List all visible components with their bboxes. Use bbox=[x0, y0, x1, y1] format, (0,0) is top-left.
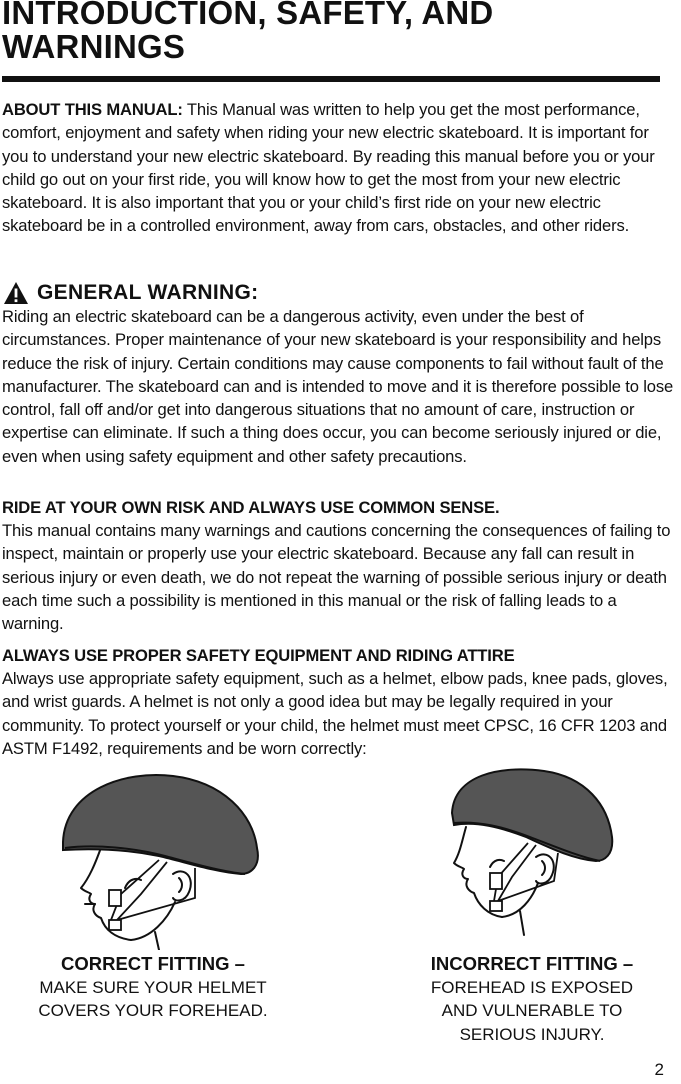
helmet-incorrect-fit-illustration bbox=[440, 765, 625, 955]
equipment-text: Always use appropriate safety equipment, such as a helmet, elbow pads, knee pads, gloves, and wrist guards. A helmet is not only a good idea but may be legally required in your community. To protect yourself or your child, the helmet must meet CPSC, 16 CFR 1203 and ASTM F1492, requirements and be worn correctly: bbox=[2, 669, 668, 758]
page-number: 2 bbox=[654, 1060, 664, 1079]
general-warning-heading bbox=[3, 280, 258, 306]
correct-fitting-line-1: MAKE SURE YOUR HELMET bbox=[39, 977, 267, 997]
ride-risk-heading: RIDE AT YOUR OWN RISK AND ALWAYS USE COMMON SENSE. bbox=[2, 498, 500, 517]
about-paragraph bbox=[2, 98, 678, 238]
incorrect-fitting-line-3: SERIOUS INJURY. bbox=[459, 1024, 605, 1044]
title-divider bbox=[2, 76, 660, 82]
equipment-heading: ALWAYS USE PROPER SAFETY EQUIPMENT AND RIDING ATTIRE bbox=[2, 646, 515, 665]
correct-fitting-line-2: COVERS YOUR FOREHEAD. bbox=[38, 1001, 268, 1020]
incorrect-fitting-head: INCORRECT FITTING – bbox=[430, 953, 634, 974]
incorrect-fitting-line-2: AND VULNERABLE TO bbox=[441, 1001, 623, 1020]
correct-fitting-caption bbox=[10, 952, 296, 1023]
warning-triangle-icon bbox=[3, 281, 29, 305]
about-text: This Manual was written to help you get the most performance, comfort, enjoyment and safety when riding your new electric skateboard. It is important for you to understand your new electric skateboard. By reading this manual before you or your child go out on your first ride, you will know how to get the most from your new electric skateboard. It is also important that you or your child’s first ride on your new electric skateboard be in a controlled environment, away from cars, obstacles, and other riders. bbox=[2, 100, 655, 236]
ride-risk-text: This manual contains many warnings and cautions concerning the consequences of failing to inspect, maintain or properly use your electric skateboard. Because any fall can result in serious injury or even death, we do not repeat the warning of possible serious injury or death each time such a possibility is mentioned in this manual or the risk of falling leads to a warning. bbox=[2, 521, 671, 634]
incorrect-fitting-caption bbox=[382, 952, 681, 1046]
helmet-correct-fit-illustration bbox=[55, 770, 285, 950]
correct-fitting-head: CORRECT FITTING – bbox=[61, 953, 245, 974]
general-warning-text: Riding an electric skateboard can be a dangerous activity, even under the best of circumstances. Proper maintenance of your new skateboard is your responsibility and helps reduce the risk of injury. Certain conditions may cause components to fail without fault of the manufacturer. The skateboard can and is intended to move and it is therefore possible to lose control, fall off and/or get into dangerous situations that no amount of care, instruction or expertise can eliminate. If such a thing does occur, you can become seriously injured or die, even when using safety equipment and other safety precautions. bbox=[2, 307, 674, 466]
about-label: ABOUT THIS MANUAL: bbox=[2, 100, 183, 119]
incorrect-fitting-line-1: FOREHEAD IS EXPOSED bbox=[430, 977, 634, 997]
general-warning-title: GENERAL WARNING: bbox=[37, 281, 259, 304]
page-title: INTRODUCTION, SAFETY, AND WARNINGS bbox=[2, 0, 494, 65]
